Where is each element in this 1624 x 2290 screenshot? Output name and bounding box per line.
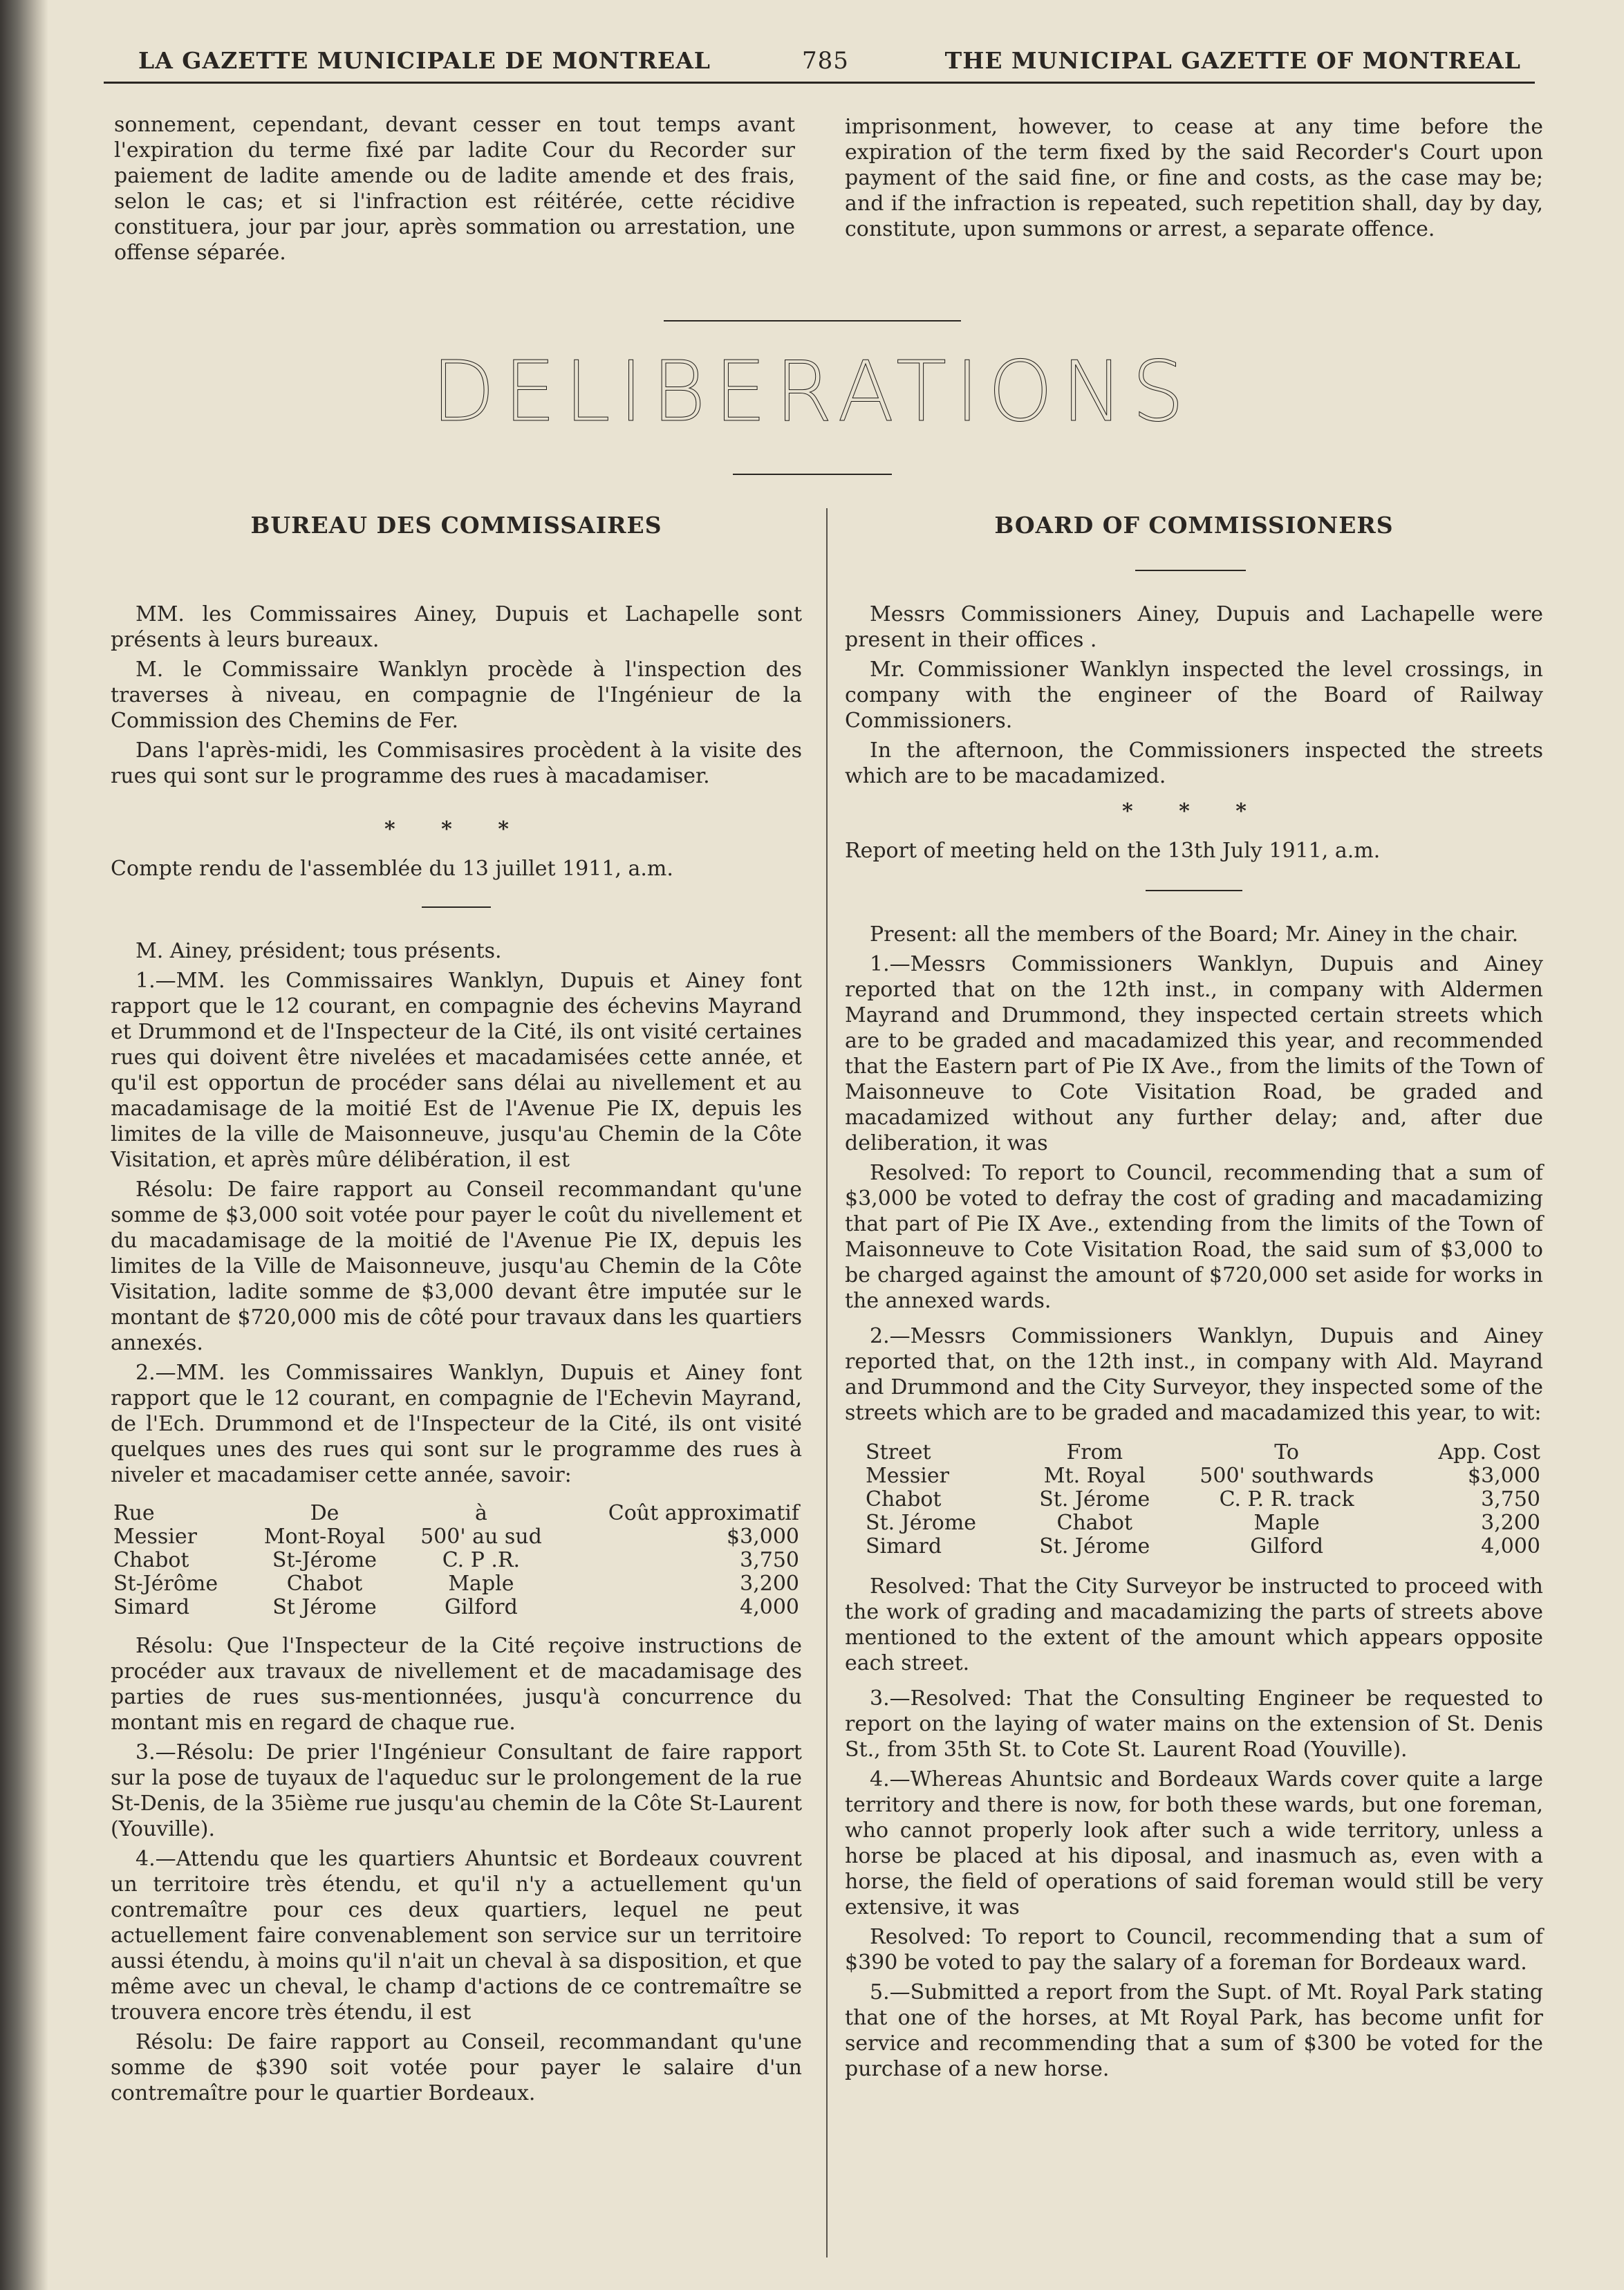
fr-paragraph: MM. les Commissaires Ainey, Dupuis et Lachapelle sont présents à leurs bureaux. <box>111 602 802 652</box>
small-rule <box>422 906 491 908</box>
running-header <box>138 47 1521 82</box>
en-paragraph: In the afternoon, the Commissioners inspected the streets which are to be macadamized. <box>845 738 1543 788</box>
table-cell: 4,000 <box>1481 1534 1540 1558</box>
table-cell: St Jérome <box>272 1595 377 1619</box>
heading-rule <box>1135 570 1246 571</box>
en-item: 4.—Whereas Ahuntsic and Bordeaux Wards cover quite a large territory and there is now, for both these wards, but one foreman, who cannot properly look after such a wide territory, unless a horse be placed at his diposal, and inasmuch as, even with a horse, the field of operations of said foreman would still be very extensive, it was <box>845 1767 1543 1919</box>
en-item: 2.—Messrs Commissioners Wanklyn, Dupuis and Ainey reported that, on the 12th inst., in company with Ald. Mayrand and Drummond and the City Surveyor, they inspected some of the streets which are to be graded and macadamized this year, to wit: <box>845 1324 1543 1425</box>
table-row <box>845 1535 1543 1558</box>
table-cell: Chabot <box>286 1572 363 1596</box>
table-header-cell: à <box>474 1501 487 1525</box>
en-item: 1.—Messrs Commissioners Wanklyn, Dupuis and Ainey reported that on the 12th inst., in company with Aldermen Mayrand and Drummond, they inspected certain streets which are to be graded and macadamized this year, and recommended that the Eastern part of Pie IX Ave., from the limits of the Town of Maisonneuve to Cote Visitation Road, be graded and macadamized without any further delay; and, after due deliberation, it was <box>845 952 1543 1155</box>
en-resolution: Resolved: To report to Council, recommending that a sum of $390 be voted to pay the salary of a foreman for Bordeaux ward. <box>845 1925 1543 1975</box>
en-report-title: Report of meeting held on the 13th July 1911, a.m. <box>845 839 1381 863</box>
page-number: 785 <box>802 47 849 75</box>
english-section-heading: BOARD OF COMMISSIONERS <box>994 512 1394 539</box>
table-cell: Chabot <box>113 1548 189 1572</box>
table-header-cell: App. Cost <box>1438 1440 1540 1464</box>
table-header-cell: From <box>1066 1440 1123 1464</box>
table-row <box>845 1464 1543 1488</box>
header-english-title: THE MUNICIPAL GAZETTE OF MONTREAL <box>944 47 1521 74</box>
table-cell: C. P. R. track <box>1219 1487 1354 1511</box>
en-paragraph: Mr. Commissioner Wanklyn inspected the level crossings, in company with the engineer of the Board of Railway Commissioners. <box>845 658 1543 733</box>
french-section-heading: BUREAU DES COMMISSAIRES <box>250 512 662 539</box>
en-item: 5.—Submitted a report from the Supt. of Mt. Royal Park stating that one of the horses, at Mt Royal Park, has become unfit for service and recommending that a sum of $300 be voted for the purchase of a new horse. <box>845 1980 1543 2081</box>
small-rule <box>1146 890 1242 891</box>
en-streets-table <box>845 1441 1543 1558</box>
fr-item: 4.—Attendu que les quartiers Ahuntsic et Bordeaux couvrent un territoire très étendu, et qu'il n'y a actuellement qu'un contremaître pour ces deux quartiers, lequel ne peut actuellement faire convenablement son service sur un territoire aussi étendu, à moins qu'il n'ait un cheval à sa disposition, et que même avec un cheval, le champ d'actions de ce contremaître se trouvera encore très étendu, il est <box>111 1847 802 2024</box>
table-cell: Maple <box>448 1572 514 1596</box>
table-row <box>845 1488 1543 1511</box>
table-header-row <box>111 1502 802 1525</box>
table-cell: $3,000 <box>727 1525 799 1549</box>
fr-item: 2.—MM. les Commissaires Wanklyn, Dupuis et Ainey font rapport que le 12 courant, en compagnie de l'Echevin Mayrand, de l'Ech. Drummond et de l'Inspecteur de la Cité, ils ont visité quelques unes des rues qui sont sur le programme des rues à niveler et macadamiser cette année, savoir: <box>111 1361 802 1487</box>
table-cell: Chabot <box>866 1487 942 1511</box>
table-cell: St. Jérome <box>866 1511 977 1535</box>
en-present: Present: all the members of the Board; Mr. Ainey in the chair. <box>870 922 1519 947</box>
header-french-title: LA GAZETTE MUNICIPALE DE MONTREAL <box>138 47 711 74</box>
en-resolution: Resolved: To report to Council, recommending that a sum of $3,000 be voted to defray the cost of grading and macadamizing that part of Pie IX Ave., extending from the limits of the Town of Maisonneuve to Cote Visitation Road, the said sum of $3,000 to be charged against the amount of $720,000 set aside for works in the annexed wards. <box>845 1161 1543 1313</box>
continued-text-en: imprisonment, however, to cease at any time before the expiration of the term fixed by the said Recorder's Court upon payment of the said fine, or fine and costs, as the case may be; and if the infraction is repeated, such repetition shall, day by day, constitute, upon summons or arrest, a separate offence. <box>845 115 1543 241</box>
table-cell: 3,200 <box>740 1572 799 1596</box>
column-divider <box>826 508 828 2258</box>
table-cell: St. Jérome <box>1039 1534 1150 1558</box>
table-row <box>111 1572 802 1596</box>
en-paragraph: Messrs Commissioners Ainey, Dupuis and Lachapelle were present in their offices . <box>845 602 1543 652</box>
table-cell: St. Jérome <box>1039 1487 1150 1511</box>
table-cell: 3,750 <box>1481 1487 1540 1511</box>
fr-paragraph: Dans l'après-midi, les Commisasires procèdent à la visite des rues qui sont sur le programme des rues à macadamiser. <box>111 738 802 788</box>
table-cell: Mt. Royal <box>1043 1464 1146 1488</box>
title-rule-top <box>664 320 961 322</box>
table-cell: Mont-Royal <box>263 1525 386 1549</box>
table-header-row <box>845 1441 1543 1464</box>
fr-streets-table <box>111 1502 802 1619</box>
french-column <box>111 602 802 2110</box>
section-title: DELIBERATIONS <box>431 344 1193 440</box>
separator-stars: * * * <box>1122 799 1266 823</box>
title-rule-bottom <box>733 474 892 475</box>
separator-stars: * * * <box>384 817 528 841</box>
en-resolution: Resolved: That the City Surveyor be instructed to proceed with the work of grading and macadamizing the parts of streets above mentioned to the extent of the amount which appears opposite each street. <box>845 1574 1543 1675</box>
table-cell: Maple <box>1253 1511 1320 1535</box>
table-cell: St-Jérôme <box>113 1572 218 1596</box>
fr-resolution: Résolu: De faire rapport au Conseil, recommandant qu'une somme de $390 soit votée pour payer le salaire d'un contremaître pour le quartier Bordeaux. <box>111 2030 802 2105</box>
header-rule <box>104 82 1535 84</box>
table-cell: Gilford <box>444 1595 518 1619</box>
table-cell: 500' au sud <box>420 1525 542 1549</box>
fr-item: 3.—Résolu: De prier l'Ingénieur Consultant de faire rapport sur la pose de tuyaux de l'aqueduc sur le prolongement de la rue St-Denis, de la 35ième rue jusqu'au chemin de la Côte St-Laurent (Youville). <box>111 1740 802 1841</box>
table-header-cell: De <box>310 1501 339 1525</box>
fr-item: 1.—MM. les Commissaires Wanklyn, Dupuis et Ainey font rapport que le 12 courant, en compagnie des échevins Mayrand et Drummond et de l'Inspecteur de la Cité, ils ont visité certaines rues qui doivent être nivelées et macadamisées cette année, et qu'il est opportun de procéder sans délai au nivellement et au macadamisage de la moitié Est de l'Avenue Pie IX, depuis les limites de la ville de Maisonneuve, jusqu'au Chemin de la Côte Visitation, et après mûre délibération, il est <box>111 969 802 1172</box>
table-cell: Chabot <box>1056 1511 1133 1535</box>
table-cell: Messier <box>113 1525 197 1549</box>
table-cell: Simard <box>113 1595 190 1619</box>
table-cell: Messier <box>866 1464 949 1488</box>
table-cell: Gilford <box>1250 1534 1324 1558</box>
table-row <box>111 1525 802 1549</box>
english-column <box>845 602 1543 2086</box>
continued-text-fr: sonnement, cependant, devant cesser en tout temps avant l'expiration du terme fixé par ladite Cour du Recorder sur paiement de ladite amende ou de ladite amende et des frais, selon le cas; et si l'infraction est réitérée, cette récidive constituera, jour par jour, après sommation ou arrestation, une offense séparée. <box>114 113 795 265</box>
page-binding-shadow <box>0 0 48 2290</box>
table-cell: 500' southwards <box>1200 1464 1374 1488</box>
fr-paragraph: M. le Commissaire Wanklyn procède à l'inspection des traverses à niveau, en compagnie de l'Ingénieur de la Commission des Chemins de Fer. <box>111 658 802 733</box>
table-cell: Simard <box>866 1534 942 1558</box>
table-row <box>111 1596 802 1619</box>
fr-report-title: Compte rendu de l'assemblée du 13 juillet 1911, a.m. <box>111 857 673 881</box>
en-item: 3.—Resolved: That the Consulting Engineer be requested to report on the laying of water mains on the extension of St. Denis St., from 35th St. to Cote St. Laurent Road (Youville). <box>845 1686 1543 1762</box>
table-header-cell: Coût approximatif <box>608 1501 799 1525</box>
table-cell: 3,750 <box>740 1548 799 1572</box>
fr-resolution: Résolu: De faire rapport au Conseil recommandant qu'une somme de $3,000 soit votée pour payer le coût du nivellement et du macadamisage de la moitié de l'Avenue Pie IX, depuis les limites de la Ville de Maisonneuve, jusqu'au Chemin de la Côte Visitation, ladite somme de $3,000 devant être imputée sur le montant de $720,000 mis de côté pour travaux dans les quartiers annexés. <box>111 1177 802 1355</box>
table-cell: $3,000 <box>1468 1464 1540 1488</box>
table-cell: 3,200 <box>1481 1511 1540 1535</box>
table-header-cell: Rue <box>113 1501 155 1525</box>
table-header-cell: To <box>1274 1440 1299 1464</box>
table-cell: St-Jérome <box>272 1548 377 1572</box>
table-row <box>111 1549 802 1572</box>
table-row <box>845 1511 1543 1535</box>
table-cell: C. P .R. <box>442 1548 521 1572</box>
table-header-cell: Street <box>866 1440 931 1464</box>
fr-resolution: Résolu: Que l'Inspecteur de la Cité reçoive instructions de procéder aux travaux de nivellement et de macadamisage des parties de rues sus-mentionnées, jusqu'à concurrence du montant mis en regard de chaque rue. <box>111 1634 802 1735</box>
table-cell: 4,000 <box>740 1595 799 1619</box>
fr-present: M. Ainey, président; tous présents. <box>136 939 502 963</box>
